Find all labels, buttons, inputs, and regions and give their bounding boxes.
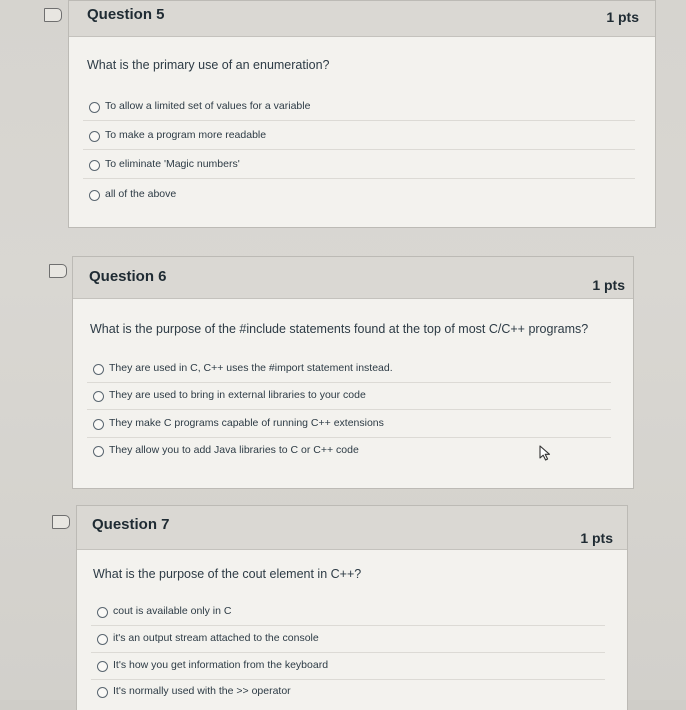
question-5-answer-1[interactable] [83, 95, 635, 121]
question-7-answer-4[interactable] [91, 680, 605, 706]
radio-button[interactable] [97, 661, 108, 672]
question-7-answer-3[interactable] [91, 654, 605, 680]
question-6-header [73, 257, 633, 299]
question-5-points: 1 pts [606, 9, 639, 25]
question-7-prompt: What is the purpose of the cout element in C++? [93, 567, 362, 581]
question-5-answer-4[interactable] [83, 183, 635, 209]
question-5-answer-2[interactable] [83, 124, 635, 150]
question-6-points: 1 pts [592, 277, 625, 293]
flag-question-5-icon[interactable] [44, 8, 62, 22]
answer-label: cout is available only in C [113, 605, 232, 617]
question-6-answer-4[interactable] [87, 439, 611, 465]
question-7 [76, 505, 628, 710]
question-6-answer-3[interactable] [87, 412, 611, 438]
question-7-answer-1[interactable] [91, 600, 605, 626]
radio-button[interactable] [93, 391, 104, 402]
radio-button[interactable] [89, 190, 100, 201]
answer-label: all of the above [105, 188, 177, 200]
radio-button[interactable] [97, 607, 108, 618]
mouse-pointer-icon [539, 445, 553, 461]
radio-button[interactable] [93, 419, 104, 430]
radio-button[interactable] [89, 131, 100, 142]
question-7-title: Question 7 [92, 516, 170, 533]
question-5-header [69, 1, 655, 37]
flag-question-7-icon[interactable] [52, 515, 70, 529]
answer-label: it's an output stream attached to the console [113, 632, 319, 644]
question-5-prompt: What is the primary use of an enumeration? [87, 58, 330, 72]
question-7-header [77, 506, 627, 550]
question-5 [68, 0, 656, 228]
question-6 [72, 256, 634, 489]
question-5-title: Question 5 [87, 6, 165, 23]
radio-button[interactable] [97, 634, 108, 645]
question-6-answer-1[interactable] [87, 357, 611, 383]
question-5-answer-3[interactable] [83, 153, 635, 179]
answer-label: They make C programs capable of running C++ extensions [109, 417, 384, 429]
radio-button[interactable] [93, 446, 104, 457]
answer-label: They allow you to add Java libraries to C or C++ code [109, 444, 359, 456]
answer-label: It's how you get information from the keyboard [113, 659, 329, 671]
flag-question-6-icon[interactable] [49, 264, 67, 278]
answer-label: They are used in C, C++ uses the #import statement instead. [109, 362, 393, 374]
question-6-title: Question 6 [89, 268, 167, 285]
radio-button[interactable] [93, 364, 104, 375]
question-6-answer-2[interactable] [87, 384, 611, 410]
answer-label: They are used to bring in external libraries to your code [109, 389, 366, 401]
question-7-answer-2[interactable] [91, 627, 605, 653]
answer-label: To allow a limited set of values for a variable [105, 100, 311, 112]
answer-label: To eliminate 'Magic numbers' [105, 158, 240, 170]
question-7-points: 1 pts [580, 530, 613, 546]
answer-label: It's normally used with the >> operator [113, 685, 291, 697]
question-6-prompt: What is the purpose of the #include statements found at the top of most C/C++ programs? [90, 322, 589, 336]
answer-label: To make a program more readable [105, 129, 267, 141]
radio-button[interactable] [97, 687, 108, 698]
radio-button[interactable] [89, 102, 100, 113]
radio-button[interactable] [89, 160, 100, 171]
